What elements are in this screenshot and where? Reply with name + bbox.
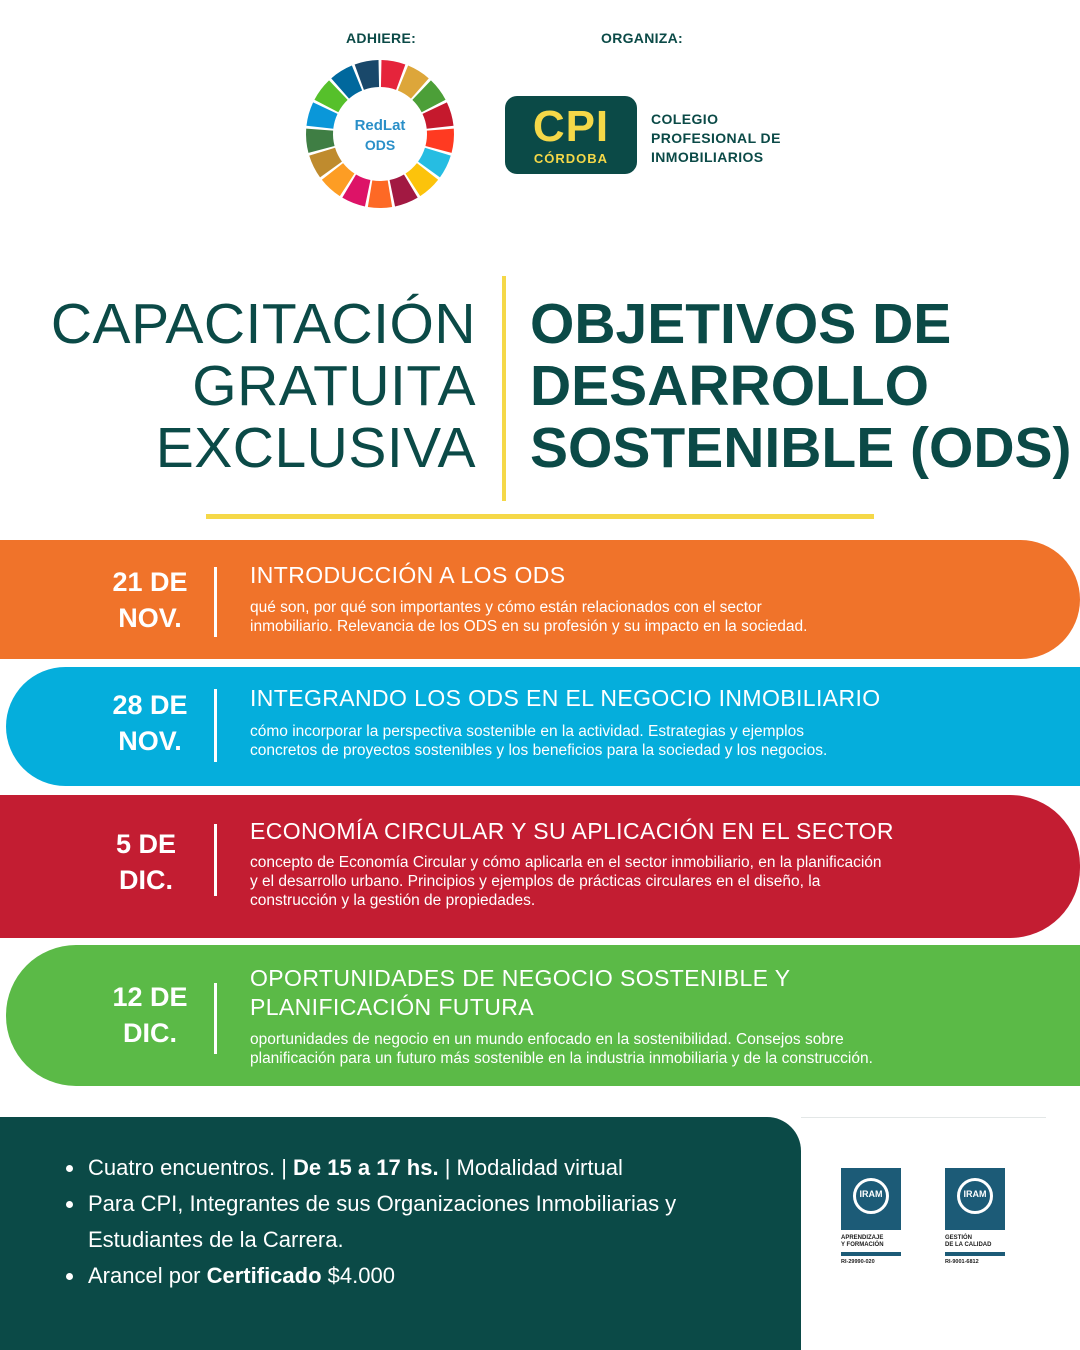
session-date-line: 5 DE [115, 829, 177, 859]
detail-text: Para CPI, Integrantes de sus Organizaciones Inmobiliarias y [88, 1191, 677, 1216]
session-card-5-dic [0, 795, 1080, 938]
title-left-line: EXCLUSIVA [155, 416, 476, 480]
session-desc-line: y el desarrollo urbano. Principios y ejemplos de prácticas circulares en el diseño, la [250, 873, 821, 890]
session-desc-line: oportunidades de negocio en un mundo enfocado en la sostenibilidad. Consejos sobre [250, 1031, 844, 1048]
session-date [100, 979, 200, 1051]
session-desc-line: concepto de Economía Circular y cómo aplicarla en el sector inmobiliario, en la planificación [250, 854, 882, 871]
session-title: INTEGRANDO LOS ODS EN EL NEGOCIO INMOBILIARIO [250, 685, 881, 711]
detail-text: | Modalidad virtual [438, 1155, 623, 1180]
title-underline [206, 514, 874, 519]
detail-audience [88, 1186, 788, 1258]
iram-code: RI-29990-020 [841, 1259, 875, 1265]
detail-hours: De 15 a 17 hs. [293, 1155, 439, 1180]
detail-text: Arancel por [88, 1263, 207, 1288]
iram-caption-line: Y FORMACIÓN [841, 1242, 884, 1248]
cpi-logo-city: CÓRDOBA [533, 151, 609, 166]
title-right-line: SOSTENIBLE (ODS) [530, 416, 1072, 480]
iram-logo [945, 1168, 1005, 1230]
session-divider [214, 824, 217, 896]
cpi-name-line: COLEGIO [651, 111, 719, 127]
detail-price: $4.000 [321, 1263, 395, 1288]
sdg-wheel-center [336, 90, 424, 178]
session-divider [214, 689, 217, 762]
cpi-name-line: INMOBILIARIOS [651, 149, 764, 165]
iram-caption-line: DE LA CALIDAD [945, 1242, 992, 1248]
session-description [250, 722, 1055, 760]
session-desc-line: concretos de proyectos sostenibles y los beneficios para la sociedad y los negocios. [250, 742, 828, 759]
session-divider [214, 983, 217, 1054]
cpi-full-name [651, 110, 781, 167]
title-left-line: GRATUITA [192, 354, 476, 418]
detail-certificate: Certificado [206, 1263, 322, 1288]
session-date-line: DIC. [123, 1018, 177, 1048]
cpi-logo-letters: CPI [532, 102, 610, 151]
session-title: ECONOMÍA CIRCULAR Y SU APLICACIÓN EN EL SECTOR [250, 818, 894, 844]
sdg-wheel-segment [368, 180, 392, 208]
session-desc-line: inmobiliario. Relevancia de los ODS en su profesión y su impacto en la sociedad. [250, 618, 808, 635]
sdg-wheel-segment [306, 129, 335, 153]
session-description [250, 598, 1055, 636]
detail-text: Cuatro encuentros. | [88, 1155, 294, 1180]
session-desc-line: qué son, por qué son importantes y cómo están relacionados con el sector [250, 599, 762, 616]
sdg-logo-line2: ODS [364, 137, 396, 153]
cpi-logo [505, 96, 637, 174]
iram-logo [841, 1168, 901, 1230]
session-desc-line: construcción y la gestión de propiedades. [250, 892, 536, 909]
sdg-wheel-segment [425, 129, 454, 153]
session-date [100, 564, 200, 636]
iram-stripe [841, 1252, 901, 1256]
detail-schedule [88, 1150, 788, 1186]
session-date [100, 687, 200, 759]
session-description [250, 1030, 1055, 1068]
detail-fee [88, 1258, 788, 1294]
session-desc-line: cómo incorporar la perspectiva sostenible en la actividad. Estrategias y ejemplos [250, 723, 804, 740]
session-card-12-dic [6, 945, 1080, 1086]
iram-mark: IRAM [963, 1189, 987, 1199]
session-date [96, 826, 196, 898]
title-training-type [51, 293, 476, 479]
session-card-28-nov [6, 667, 1080, 786]
iram-stripe [945, 1252, 1005, 1256]
session-divider [214, 567, 217, 637]
sdg-logo-line1: RedLat [354, 117, 406, 134]
footer-details-list [88, 1150, 788, 1294]
session-title-line: OPORTUNIDADES DE NEGOCIO SOSTENIBLE Y [250, 965, 791, 991]
iram-certification-learning [841, 1168, 903, 1265]
footer-rule [801, 1117, 1046, 1118]
iram-mark: IRAM [859, 1189, 883, 1199]
session-date-line: NOV. [118, 726, 182, 756]
iram-code: RI-9001-6812 [945, 1259, 979, 1265]
session-date-line: NOV. [118, 603, 182, 633]
session-date-line: 28 DE [112, 690, 188, 720]
detail-text: Estudiantes de la Carrera. [88, 1227, 344, 1252]
session-title: INTRODUCCIÓN A LOS ODS [250, 562, 566, 588]
session-date-line: 12 DE [112, 982, 188, 1012]
session-title [250, 964, 791, 1022]
title-right-line: OBJETIVOS DE [530, 292, 952, 356]
title-right-line: DESARROLLO [530, 354, 929, 418]
cpi-name-line: PROFESIONAL DE [651, 130, 781, 146]
iram-caption [945, 1235, 1007, 1249]
adhiere-label: ADHIERE: [346, 30, 417, 46]
session-title-line: PLANIFICACIÓN FUTURA [250, 994, 535, 1020]
iram-certification-quality [945, 1168, 1007, 1265]
title-divider [502, 276, 506, 501]
session-date-line: 21 DE [112, 567, 188, 597]
session-card-21-nov [0, 540, 1080, 659]
session-description [250, 853, 1055, 910]
iram-caption-line: GESTIÓN [945, 1235, 973, 1241]
iram-caption [841, 1235, 903, 1249]
redlat-ods-logo [304, 58, 456, 210]
title-left-line: CAPACITACIÓN [50, 292, 476, 356]
session-date-line: DIC. [119, 865, 173, 895]
title-topic [530, 293, 1072, 479]
organiza-label: ORGANIZA: [601, 30, 684, 46]
session-desc-line: planificación para un futuro más sostenible en la industria inmobiliaria y de la construcción. [250, 1050, 873, 1067]
iram-caption-line: APRENDIZAJE [841, 1235, 884, 1241]
